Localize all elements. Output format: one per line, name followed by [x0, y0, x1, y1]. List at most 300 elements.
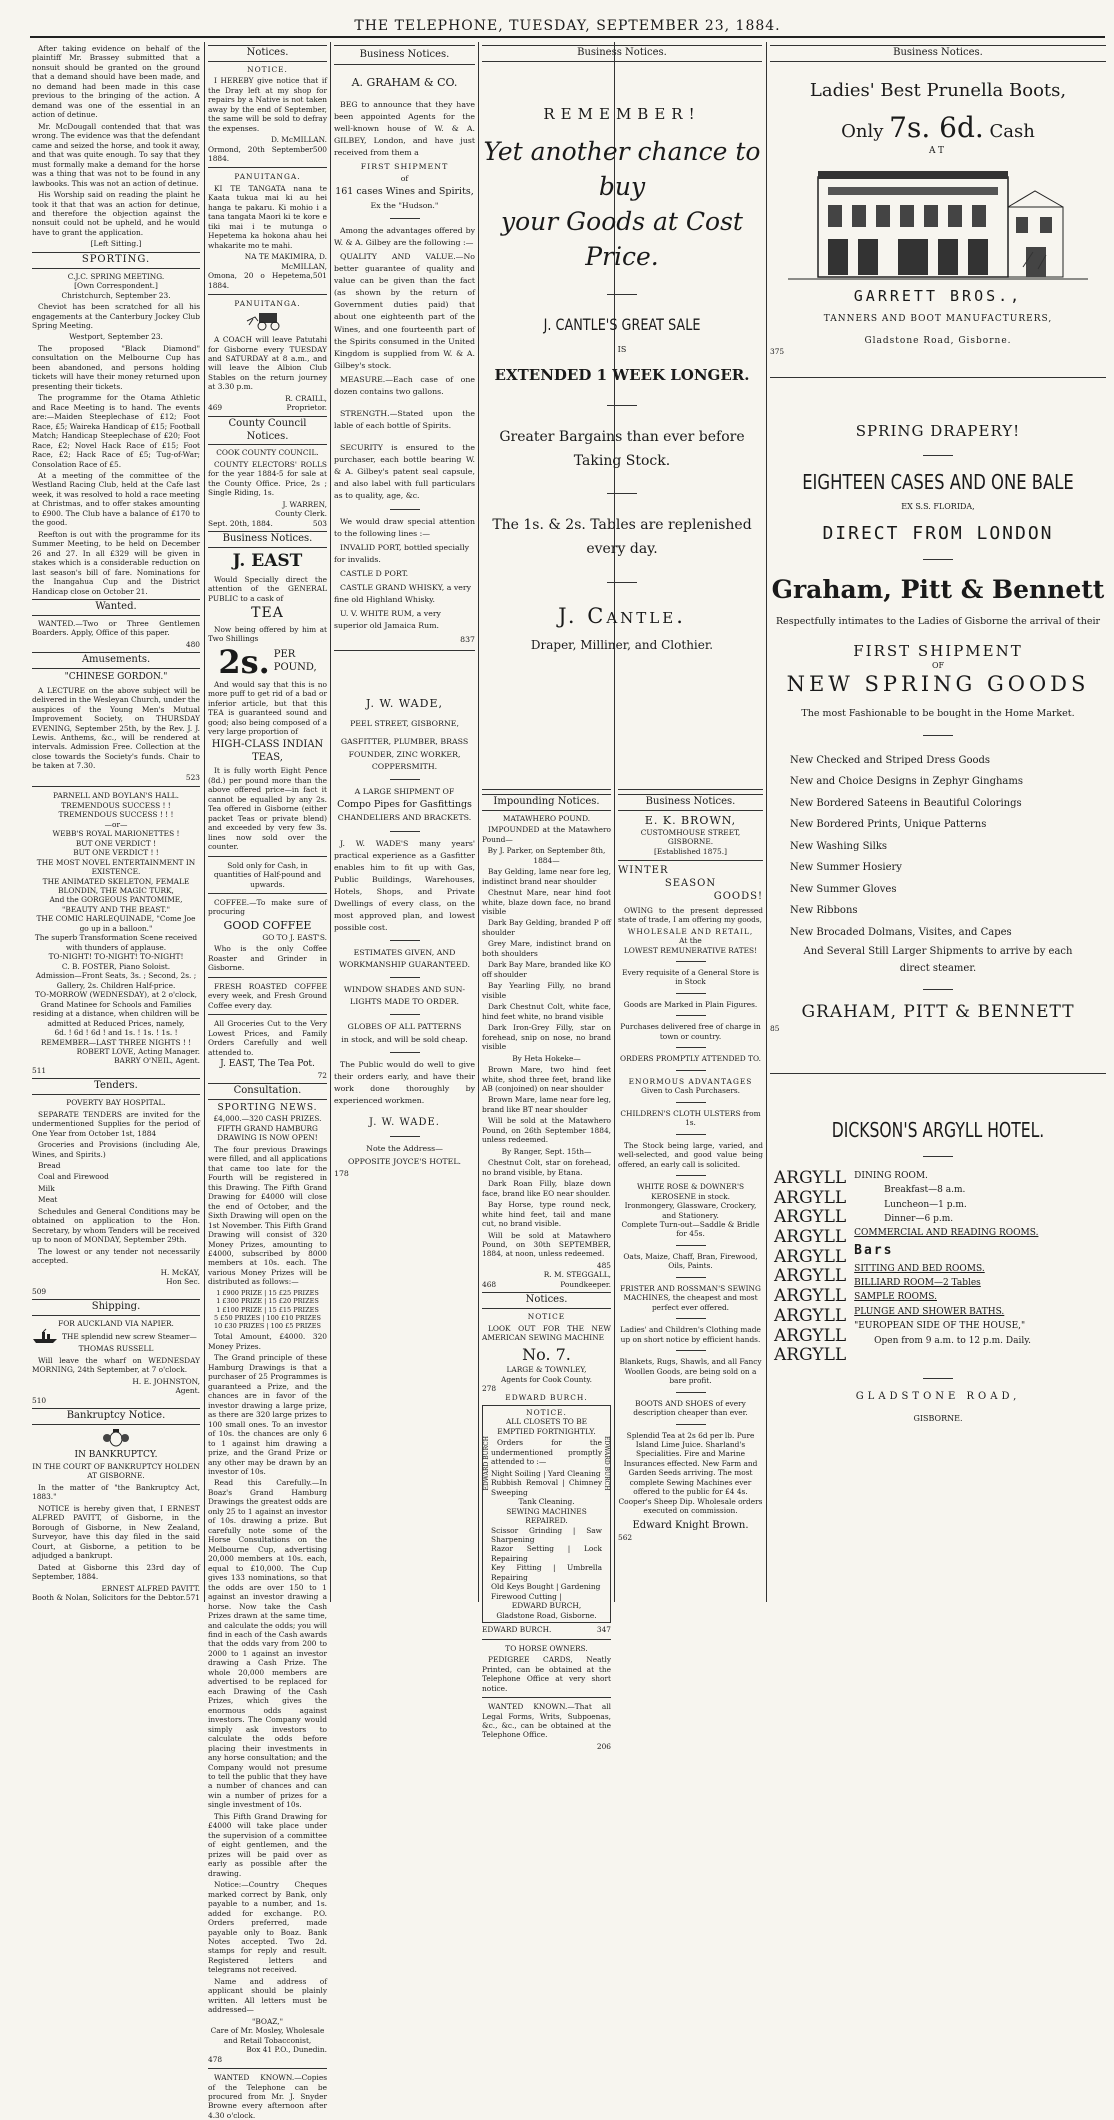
prize-row: 1 £100 PRIZE | 15 £15 PRIZES [216, 1305, 319, 1314]
divider [676, 961, 706, 962]
sew-row: Old Keys Bought | Gardening [491, 1582, 601, 1592]
divider [923, 989, 953, 990]
crest-wrap [32, 1428, 200, 1450]
divider [482, 1639, 611, 1640]
tender-item: Milk [38, 1183, 55, 1193]
ad-headline: DIRECT FROM LONDON [822, 522, 1054, 544]
dateline: Sept. 20th, 1884. [208, 518, 273, 528]
product-line: CASTLE GRAND WHISKY, a very fine old Highland Whisky. [334, 582, 471, 604]
article-text: At a meeting of the committee of the Westland Racing Club, held at the Cafe last week, it was resolved to hold a race meeting at Christmas, and to offer stakes amounting to £900. The Club have a balance of £170 to the good. [32, 471, 200, 528]
divider [482, 1697, 611, 1698]
ship-name: THOMAS RUSSELL [78, 1344, 154, 1354]
argyll-word: ARGYLL [774, 1266, 847, 1287]
divider [923, 455, 953, 456]
hotel-feature: Luncheon—1 p.m. [884, 1199, 967, 1210]
divider [390, 1052, 420, 1053]
pound-item: Grey Mare, indistinct brand on both shoulders [482, 939, 611, 958]
divider [676, 1245, 706, 1246]
royal-crest-icon [101, 1428, 131, 1448]
ad-line: ROBERT LOVE, Acting Manager. [76, 1046, 200, 1056]
address: OPPOSITE JOYCE'S HOTEL. [348, 1156, 461, 1166]
ad-text: I HEREBY give notice that if the Dray left at my shop for repairs by a Native is not taken away by the end of September, the same will be sold to defray the expenses. [208, 76, 327, 133]
divider [676, 1047, 706, 1048]
heading: EDWARD BURCH. [505, 1393, 588, 1403]
ad-number: 562 [618, 1532, 633, 1542]
ad-text: Who is the only Coffee Roaster and Grinder in Gisborne. [208, 944, 327, 973]
argyll-word: ARGYLL [774, 1345, 847, 1366]
advertiser-name: GARRETT BROS., [853, 287, 1023, 306]
heading: NOTICE [527, 1312, 566, 1322]
heading: FIRST SHIPMENT [853, 642, 1023, 661]
signature: Proprietor. [286, 403, 327, 413]
pound-item: Dark Bay Gelding, branded P off shoulder [482, 918, 611, 937]
ad-text: Every requisite of a General Store is in Stock [622, 968, 759, 987]
prize-row: 5 £50 PRIZES | 100 £10 PRIZES [213, 1313, 322, 1322]
ad-line: BARRY O'NEIL, Agent. [114, 1056, 200, 1066]
hotel-feature: DINING ROOM. [854, 1170, 928, 1181]
argyll-word: ARGYLL [774, 1305, 847, 1326]
work-row: Night Soiling | Yard Cleaning [491, 1468, 601, 1478]
ad-number: 278 [482, 1383, 497, 1393]
heading: PANUITANGA. [234, 299, 301, 309]
signature: D. McMILLAN. [270, 135, 327, 145]
ad-number: 510 [32, 1395, 47, 1405]
ad-text: A COACH will leave Patutahi for Gisborne every TUESDAY and SATURDAY at 8 a.m., and will leave the Albion Club Stables on the return journey at 3.30 p.m. [208, 335, 327, 392]
signature: Agent. [175, 1386, 200, 1396]
ad-number: 503 [312, 518, 327, 528]
ad-footer [482, 1625, 611, 1634]
ad-headline: EIGHTEEN CASES AND ONE BALE [802, 470, 1074, 495]
tender-item: Coal and Firewood [38, 1172, 109, 1182]
column-rule [330, 42, 331, 1602]
pound-item: Chestnut Mare, near hind foot white, blaze down face, no brand visible [482, 888, 611, 917]
trade: TANNERS AND BOOT MANUFACTURERS, [823, 314, 1053, 325]
section-header: Notices. [208, 45, 327, 62]
signature: J. W. WADE. [369, 1116, 440, 1128]
section-header: Business Notices. [482, 45, 762, 62]
ad-text: FRISTER AND ROSSMAN'S SEWING MACHINES, the cheapest and most perfect ever offered. [620, 1283, 761, 1312]
ad-text: Blankets, Rugs, Shawls, and all Fancy Woollen Goods, are being sold on a bare profit. [619, 1357, 762, 1386]
section-header: Amusements. [32, 652, 200, 669]
section-header: Business Notices. [770, 45, 1106, 62]
goods-item: New and Choice Designs in Zephyr Ginghams [790, 776, 1023, 788]
hotel-feature: COMMERCIAL AND READING ROOMS. [854, 1228, 1039, 1239]
ad-line: TREMENDOUS SUCCESS ! ! [61, 800, 171, 810]
ad-footer [208, 145, 327, 164]
hotel-feature: Dinner—6 p.m. [884, 1214, 954, 1224]
pound-item: Dark Chestnut Colt, white face, hind feet white, no brand visible [482, 1002, 611, 1021]
ad-text: Ironmongery, Glassware, Crockery, and Stationery. [624, 1201, 757, 1220]
divider [676, 1134, 706, 1135]
ad-text: GLOBES OF ALL PATTERNS [347, 1022, 462, 1032]
heading: C.J.C. SPRING MEETING. [67, 271, 165, 281]
hotel-features [854, 1169, 1038, 1366]
ad-text: IS [617, 345, 627, 355]
divider [676, 1277, 706, 1278]
ad-text: WHITE ROSE & DOWNER'S KEROSENE in stock. [636, 1182, 745, 1201]
ad-text: Will be sold at the Matawhero Pound, on 26th September 1884, unless redeemed. [482, 1116, 611, 1145]
ad-text: And Several Still Larger Shipments to arrive by each direct steamer. [803, 946, 1073, 975]
divider [208, 977, 327, 978]
ad-text: The most Fashionable to be bought in the Home Market. [801, 708, 1075, 720]
ad-line: PARNELL AND BOYLAN'S HALL. [53, 791, 179, 801]
ad-text: OWING to the present depressed state of trade, I am offering my goods, [618, 905, 763, 925]
ad-number: 469 [208, 403, 223, 413]
divider [390, 218, 420, 219]
divider [208, 856, 327, 857]
divider [208, 1014, 327, 1015]
ad-text: This Fifth Grand Drawing for £4000 will take place under the supervision of a committee of eight gentlemen, and the prizes will be paid over as early as possible after the drawing. [208, 1811, 327, 1878]
divider [334, 650, 475, 651]
ad-text: Read this Carefully.—In Boaz's Grand Hamburg Drawings the greatest odds are only 25 to 1 against an investor of 10s. drawing a prize. But carefully note some of the Horse Consultations on the Melbourne Cup, advertising 20,000 members at 10s. each, equal to £10,000. The Cup gives 133 nominations, so that the odds are over 150 to 1 against an investor drawing a horse. Now take the Cash Prizes drawn at the same time, and calculate the odds; you will find in each of the Cash awards that the odds vary from 200 to 2000 to 1 against an investor drawing a Cash Prize. The whole 20,000 members are advertised to be replaced for each Drawing of the Cash Prizes, which gives the enormous odds against investors. The Company would simply ask investors to calculate the odds before placing their investments in any horse consultation; and the Company would not presume to tell the public that they have a number of chances and can win a number of prizes for a single investment of 10s. [208, 1478, 327, 1810]
pound-item: Bay Gelding, lame near fore leg, indistinct brand near shoulder [482, 867, 611, 886]
heading: IN THE COURT OF BANKRUPTCY HOLDEN AT GISBORNE. [32, 1461, 200, 1481]
divider [208, 167, 327, 168]
ad-text: Will be sold at Matawhero Pound, on 30th SEPTEMBER, 1884, at noon, unless redeemed. [482, 1230, 611, 1259]
pound-item: Dark Iron-Grey Filly, star on forehead, snip on nose, no brand visible [482, 1023, 611, 1052]
column-2 [208, 42, 327, 2120]
hotel-feature: PLUNGE AND SHOWER BATHS. [854, 1306, 1005, 1317]
address: GISBORNE. [913, 1413, 963, 1423]
ad-footer [482, 1280, 611, 1289]
heading: IN BANKRUPTCY. [74, 1450, 158, 1461]
heading: Ex the "Hudson." [370, 200, 439, 210]
ad-text: Greater Bargains than ever before Taking Stock. [499, 428, 745, 469]
ad-line: And the GORGEOUS PANTOMIME, "BEAUTY AND THE BEAST." [49, 895, 183, 914]
signature: Edward Knight Brown. [632, 1519, 749, 1531]
tender-item: Bread [38, 1160, 61, 1170]
ad-text: Given to Cash Purchasers. [640, 1086, 741, 1096]
ad-line: —or— [104, 819, 128, 829]
ad-text: ESTIMATES GIVEN, AND WORKMANSHIP GUARANTEED. [338, 948, 471, 970]
signature: EDWARD BURCH, [511, 1601, 582, 1611]
ad-text: Now being offered by him at Two Shillings [208, 625, 327, 644]
section-header: SPORTING. [32, 252, 200, 269]
price-block [208, 642, 327, 681]
hotel-feature: BILLIARD ROOM—2 Tables [854, 1277, 981, 1288]
divider [676, 1102, 706, 1103]
ad-text: The lowest or any tender not necessarily accepted. [32, 1246, 200, 1266]
coach-wrap [208, 309, 327, 333]
ad-text: WINDOW SHADES AND SUN-LIGHTS MADE TO ORDER. [343, 985, 466, 1007]
hotel-feature: SITTING AND BED ROOMS. [854, 1263, 985, 1274]
dateline: Ormond, 20th September 1884. [208, 144, 313, 164]
sew-row: Razor Setting | Lock Repairing [491, 1544, 602, 1563]
signature: ERNEST ALFRED PAVITT. [101, 1583, 200, 1593]
ad-number: 500 [312, 144, 327, 154]
argyll-word: ARGYLL [774, 1187, 847, 1208]
heading: WINTER [618, 865, 669, 877]
ad-text: CHILDREN'S CLOTH ULSTERS from 1s. [620, 1108, 761, 1128]
ad-text: Complete Turn-out—Saddle & Bridle for 45s. [621, 1219, 760, 1239]
ad-text: Goods are Marked in Plain Figures. [623, 999, 758, 1009]
ad-text: LOOK OUT FOR THE NEW AMERICAN SEWING MACHINE [482, 1323, 611, 1343]
goods-item: New Bordered Sateens in Beautiful Colorings [790, 797, 1022, 809]
ad-number: 837 [460, 635, 475, 645]
divider [618, 789, 763, 790]
divider [208, 893, 327, 894]
divider [770, 377, 1106, 378]
court-text: Mr. McDougall contended that that was wrong. The evidence was that the defendant came and seized the horse, and took it away, and that was quite enough. To say that they must formally make a demand for the horse was a thing that was not to be found in any lawbooks. This was not an action of detinue. [32, 121, 200, 188]
divider [607, 405, 637, 406]
price-per: PER [273, 649, 296, 661]
divider [676, 1175, 706, 1176]
ad-text: All Groceries Cut to the Very Lowest Prices, and Family Orders Carefully and well attended to. [208, 1019, 327, 1057]
heading: SEASON [664, 878, 717, 890]
divider [676, 1070, 706, 1071]
address: "BOAZ," [251, 2016, 284, 2026]
product: CHANDELIERS AND BRACKETS. [337, 813, 472, 823]
ad-text: By J. Parker, on September 8th, 1884— [487, 846, 606, 865]
ad-text: Will leave the wharf on WEDNESDAY MORNING, 24th September, at 7 o'clock. [32, 1355, 200, 1375]
pound-item: Dark Bay Mare, branded like KO off shoulder [482, 960, 611, 979]
heading: FOR AUCKLAND VIA NAPIER. [58, 1318, 174, 1328]
ad-line: TREMENDOUS SUCCESS ! ! ! [58, 810, 174, 820]
article-text: The proposed "Black Diamond" consultation on the Melbourne Cup has been abandoned, and persons holding tickets will have their money returned upon presenting their tickets. [32, 343, 200, 391]
ad-text: in stock, and will be sold cheap. [341, 1034, 468, 1044]
price-pound: POUND, [273, 661, 317, 673]
divider [390, 940, 420, 941]
divider [923, 735, 953, 736]
heading: FIFTH GRAND HAMBURG DRAWING IS NOW OPEN! [217, 1123, 318, 1143]
divider [390, 1136, 420, 1137]
divider [923, 559, 953, 560]
divider [482, 789, 611, 790]
column-4b [618, 785, 763, 1600]
ship-row [32, 1328, 200, 1344]
product-line: INVALID PORT, bottled specially for invalids. [334, 542, 470, 564]
ad-text: Schedules and General Conditions may be obtained on application to the Hon. Secretary, by whom Tenders will be received up to noon of MONDAY, September 29th. [32, 1206, 200, 1245]
ad-text: COUNTY ELECTORS' ROLLS for the year 1884-5 for sale at the County Office. Price, 2s ; Single Riding, 1s. [208, 459, 327, 498]
trade: GASFITTER, PLUMBER, BRASS FOUNDER, ZINC WORKER, COPPERSMITH. [340, 737, 469, 771]
ad-text: Name and address of applicant should be plainly written. All letters must be addressed— [208, 1976, 327, 2015]
ad-number: 511 [32, 1065, 47, 1075]
product-line: U. V. WHITE RUM, a very superior old Jamaica Rum. [334, 609, 441, 631]
ad-text: GO TO J. EAST'S. [262, 932, 327, 942]
hotel-feature: Breakfast—8 a.m. [884, 1185, 966, 1196]
ad-text: Splendid Tea at 2s 6d per lb. Pure Island Lime Juice. Sharland's Specialities. Fire and Marine Insurances effected. New Farm and Garden Seeds arriving. The most complete Sewing Machines ever offered to the public for £4 4s. Cooper's Sheep Dip. Wholesale orders executed on commission. [618, 1430, 763, 1516]
ad-text: Purchases delivered free of charge in town or country. [620, 1022, 761, 1041]
signature: Hon Sec. [166, 1277, 200, 1287]
goods-item: New Summer Gloves [790, 883, 897, 895]
court-text: After taking evidence on behalf of the plaintiff Mr. Brassey submitted that a nonsuit should be granted on the ground that a demand should have been made, and no demand had been made in this case previous to the bringing of the action. A demand was one of the essential in an action of detinue. [32, 44, 200, 120]
heading: No. 7. [522, 1344, 571, 1364]
divider [390, 509, 420, 510]
ad-text: By Heta Hokeke— [512, 1053, 581, 1063]
section-header: Shipping. [32, 1299, 200, 1316]
prize-row: 10 £30 PRIZES | 100 £5 PRIZES [213, 1322, 322, 1331]
ad-text: The 1s. & 2s. Tables are replenished every day. [492, 517, 752, 558]
ad-text: Note the Address— [366, 1144, 443, 1154]
advertiser-name: J. EAST [232, 550, 303, 571]
address: CUSTOMHOUSE STREET, GISBORNE. [640, 827, 741, 847]
ad-line: THE ANIMATED SKELETON, FEMALE BLONDIN, THE MAGIC TURK, [42, 876, 190, 895]
heading: COOK COUNTY COUNCIL. [216, 448, 319, 458]
ad-number: 485 [596, 1260, 611, 1270]
work-row: Tank Cleaning. [518, 1497, 575, 1507]
divider [208, 2068, 327, 2069]
ad-text: AT [928, 145, 947, 156]
heading: GOODS! [713, 890, 763, 902]
ad-text: IMPOUNDED at the Matawhero Pound— [482, 825, 611, 844]
side-label: EDWARD BURCH [483, 1435, 490, 1491]
ad-text: KI TE TANGATA nana te Kaata tukua mai ki au hei hanga te pakaru. Ki mohio i a tana tangata Maori ki te kore e tiki mai i te mutunga o Hepetema ka hokona ahau hei whakarite mo te mahi. [208, 183, 327, 250]
argyll-word: ARGYLL [774, 1207, 847, 1228]
ad-number: 571 [185, 1593, 200, 1603]
heading: of [400, 174, 409, 184]
dateline: Christchurch, September 23. [61, 290, 171, 300]
divider [618, 860, 763, 861]
divider [607, 294, 637, 295]
column-rule [204, 42, 205, 1602]
section-header: Business Notices. [618, 794, 763, 811]
heading: A LARGE SHIPMENT OF [354, 786, 455, 796]
heading: LOWEST REMUNERATIVE RATES! [623, 945, 758, 955]
ad-text: WANTED KNOWN.—Copies of the Telephone can be procured from Mr. J. Snyder Browne every afternoon after 4.30 o'clock. [208, 2073, 327, 2120]
column-3 [334, 42, 475, 1602]
section-header: Tenders. [32, 1078, 200, 1095]
ad-line: REMEMBER—LAST THREE NIGHTS ! ! [40, 1037, 192, 1047]
ad-text: Draper, Milliner, and Clothier. [530, 637, 714, 652]
section-header: Notices. [482, 1292, 611, 1309]
ad-text: The Stock being large, varied, and well-selected, and good value being offered, an early call is solicited. [618, 1140, 763, 1169]
ad-text: Agents for Cook County. [501, 1374, 592, 1384]
court-text: [Left Sitting.] [90, 239, 142, 249]
ad-text: FRESH ROASTED COFFEE every week, and Fresh Ground Coffee every day. [208, 981, 327, 1010]
column-5 [770, 42, 1106, 1602]
ad-headline: your Goods at Cost Price. [501, 206, 743, 271]
hotel-feature: "EUROPEAN SIDE OF THE HOUSE," [854, 1321, 1026, 1332]
ad-number: 523 [185, 772, 200, 782]
tender-item: Groceries and Provisions (including Ale, Wines, and Spirits.) [32, 1140, 200, 1159]
burch-box [482, 1405, 611, 1623]
solicitor: Booth & Nolan, Solicitors for the Debtor. [32, 1593, 186, 1603]
ad-text: STRENGTH.—Stated upon the lable of each bottle of Spirits. [334, 408, 475, 431]
ad-text: BEG to announce that they have been appointed Agents for the well-known house of W. & A. GILBEY, London, and have just received from them a [334, 99, 475, 157]
pound-item: Bay Horse, type round neck, white hind feet, tail and mane cut, no brand visible. [482, 1200, 611, 1229]
ad-number: 72 [317, 1070, 327, 1080]
byline: [Own Correspondent.] [74, 281, 158, 291]
divider [676, 1392, 706, 1393]
heading: WHOLESALE AND RETAIL, [627, 926, 754, 936]
ad-text: A LECTURE on the above subject will be delivered in the Wesleyan Church, under the auspices of the Young Men's Mutual Improvement Society, on THURSDAY EVENING, September 25th, by the Rev. J. J. Lewis. Anthems, &c., will be rendered at intervals. Admission Free. Collection at the close towards the Society's funds. Chair to be taken at 7.30. [32, 685, 200, 771]
heading: POVERTY BAY HOSPITAL. [66, 1098, 166, 1108]
heading: NOTICE. [526, 1407, 567, 1417]
ad-text: PEDIGREE CARDS, Neatly Printed, can be obtained at the Telephone Office at very short notice. [482, 1655, 611, 1693]
ad-number: 178 [334, 1168, 349, 1178]
ad-headline: REMEMBER! [543, 104, 701, 123]
article-text: Cheviot has been scratched for all his engagements at the Canterbury Jockey Club Spring Meeting. [32, 302, 200, 330]
goods-item: New Bordered Prints, Unique Patterns [790, 819, 987, 831]
advertiser-name: LARGE & TOWNLEY, [506, 1365, 587, 1375]
goods-item: New Washing Silks [790, 840, 888, 852]
ad-number: 206 [596, 1741, 611, 1751]
address: Care of Mr. Mosley, Wholesale and Retail Tobacconist, [210, 2026, 325, 2045]
prize-row: 1 £900 PRIZE | 15 £25 PRIZES [216, 1288, 319, 1297]
ad-text: We would draw special attention to the following lines :— [334, 516, 475, 538]
divider [676, 1318, 706, 1319]
divider [607, 493, 637, 494]
ad-text: The four previous Drawings were filled, and all applications that came too late for the Fourth will be registered in this Drawing. The Fifth Grand Drawing for £4000 will close the end of October, and the Sixth Drawing will open on the 1st November. This Fifth Grand Drawing will consist of 320 Money Prizes, amounting to £4000, subscribed by 8000 members at 10s. each. The various Money Prizes will be distributed as follows:— [208, 1144, 327, 1287]
ad-number: 501 [312, 271, 327, 281]
heading: SEWING MACHINES REPAIRED. [506, 1506, 587, 1526]
product: Compo Pipes for Gasfittings [337, 798, 472, 810]
ad-number: 478 [208, 2054, 223, 2064]
steamship-icon [32, 1328, 58, 1344]
column-4a [482, 785, 611, 1751]
pound-item: Chestnut Colt, star on forehead, no brand visible, by Etana. [482, 1158, 611, 1177]
ad-line: Admission—Front Seats, 3s. ; Second, 2s. ; Gallery, 2s. Children Half-price. [35, 971, 197, 990]
ad-text: And would say that this is no more puff to get rid of a bad or inferior article, but that this TEA is guaranteed sound and good; also being composed of a very large proportion of [208, 679, 327, 737]
section-header: Wanted. [32, 599, 200, 616]
ad-text: By Ranger, Sept. 15th— [501, 1146, 592, 1156]
signature: H. E. JOHNSTON, [132, 1376, 200, 1386]
pound-item: Brown Mare, lame near fore leg, brand like BT near shoulder [482, 1095, 611, 1114]
divider [676, 1015, 706, 1016]
ad-text: Would Specially direct the attention of the GENERAL PUBLIC to a cask of [208, 574, 327, 603]
ad-text: Ladies' and Children's Clothing made up on short notice by efficient hands. [620, 1325, 761, 1344]
ad-line: THE MOST NOVEL ENTERTAINMENT IN EXISTENCE. [36, 857, 196, 877]
ad-number: 509 [32, 1286, 47, 1296]
ad-text: SECURITY is ensured to the purchaser, each bottle bearing W. & A. Gilbey's patent seal capsule, and also label with full particulars as to quality, age, &c. [334, 443, 475, 501]
ad-footer [208, 271, 327, 290]
divider [208, 294, 327, 295]
argyll-word: ARGYLL [774, 1325, 847, 1346]
pound-item: Brown Mare, two hind feet white, shod three feet, brand like AB (conjoined) on near shoulder [482, 1065, 611, 1093]
goods-item: New Checked and Striped Dress Goods [790, 754, 991, 766]
ad-text: The Grand principle of these Hamburg Drawings is that a purchaser of 25 Programmes is guaranteed a Prize, and the chances are in favor of the investor drawing a large prize, as there are 320 large prizes to 100 small ones. To an investor of 10s. the chances are only 6 to 1 against him drawing a prize, and the Grand Prize or any other may be drawn by an investor of 10s. [208, 1353, 327, 1476]
only-label: Only [841, 120, 884, 142]
ad-line: THE COMIC HARLEQUINADE, "Come Joe go up in a balloon." [36, 914, 196, 933]
advertiser-name: GRAHAM, PITT & BENNETT [801, 1002, 1075, 1023]
sew-row: Scissor Grinding | Saw Sharpening [491, 1525, 602, 1544]
ad-text: BOOTS AND SHOES of every description cheaper than ever. [633, 1398, 748, 1418]
tender-item: Meat [38, 1195, 58, 1205]
section-header: County Council Notices. [208, 416, 327, 446]
court-text: His Worship said on reading the plaint he took it that that was an action for detinue, and therefore the objection against the nonsuit could not be upheld, and he would have to grant the application. [32, 190, 200, 237]
prize-row: 1 £300 PRIZE | 15 £20 PRIZES [216, 1297, 319, 1306]
ad-line: BUT ONE VERDICT ! [75, 838, 157, 848]
address: Gladstone Road, Gisborne. [864, 335, 1012, 346]
heading: NOTICE. [247, 64, 288, 74]
ad-text: [Established 1875.] [654, 846, 727, 856]
signature: J. EAST, The Tea Pot. [220, 1059, 315, 1070]
ad-footer [208, 403, 327, 412]
pound-item: Dark Roan Filly, blaze down face, brand like EO near shoulder. [482, 1179, 611, 1198]
ad-line: WEBB'S ROYAL MARIONETTES ! [52, 829, 180, 839]
ad-text: The Public would do well to give their orders early, and have their work done thoroughly by experienced workmen. [334, 1059, 475, 1105]
section-header: Business Notices. [334, 45, 475, 65]
ad-footer [208, 519, 327, 528]
price: 2s. [218, 642, 270, 681]
divider [676, 993, 706, 994]
section-header: Consultation. [208, 1083, 327, 1100]
heading: 161 cases Wines and Spirits, [335, 186, 474, 198]
ad-text: ALL CLOSETS TO BE EMPTIED FORTNIGHTLY. [497, 1417, 596, 1436]
hotel-feature: SAMPLE ROOMS. [854, 1292, 937, 1303]
article-text: Reefton is out with the programme for its Summer Meeting, to be held on December 26 and 27. In all £329 will be given in stakes which is a considerable reduction on last season's bill of fare. Nominations for the Inangahua Cup and the District Handicap close on October 21. [32, 529, 200, 596]
argyll-word: ARGYLL [774, 1286, 847, 1307]
ad-text: NOTICE is hereby given that, I ERNEST ALFRED PAVITT, of Gisborne, in the Borough of Gisborne, in New Zealand, Surveyor, have this day filed in the said Court, at Gisborne, a petition to be adjudged a bankrupt. [32, 1503, 200, 1561]
heading: MATAWHERO POUND. [502, 813, 591, 823]
divider [390, 779, 420, 780]
address: Box 41 P.O., Dunedin. [246, 2045, 327, 2055]
ad-text: In the matter of "the Bankruptcy Act, 1883." [32, 1482, 200, 1502]
hotel-block [770, 1169, 1106, 1366]
coach-icon [245, 309, 291, 331]
ad-text: Sold only for Cash, in quantities of Half-pound and upwards. [213, 860, 322, 889]
ad-text: QUALITY AND VALUE.—No better guarantee of quality and value can be given than the fact (as shown by the return of Government duties paid) that about one eighteenth part of the Wines, and one fourteenth part of the Spirits consumed in the United Kingdom is supplied from W. & A. Gilbey's stock. [334, 252, 475, 370]
